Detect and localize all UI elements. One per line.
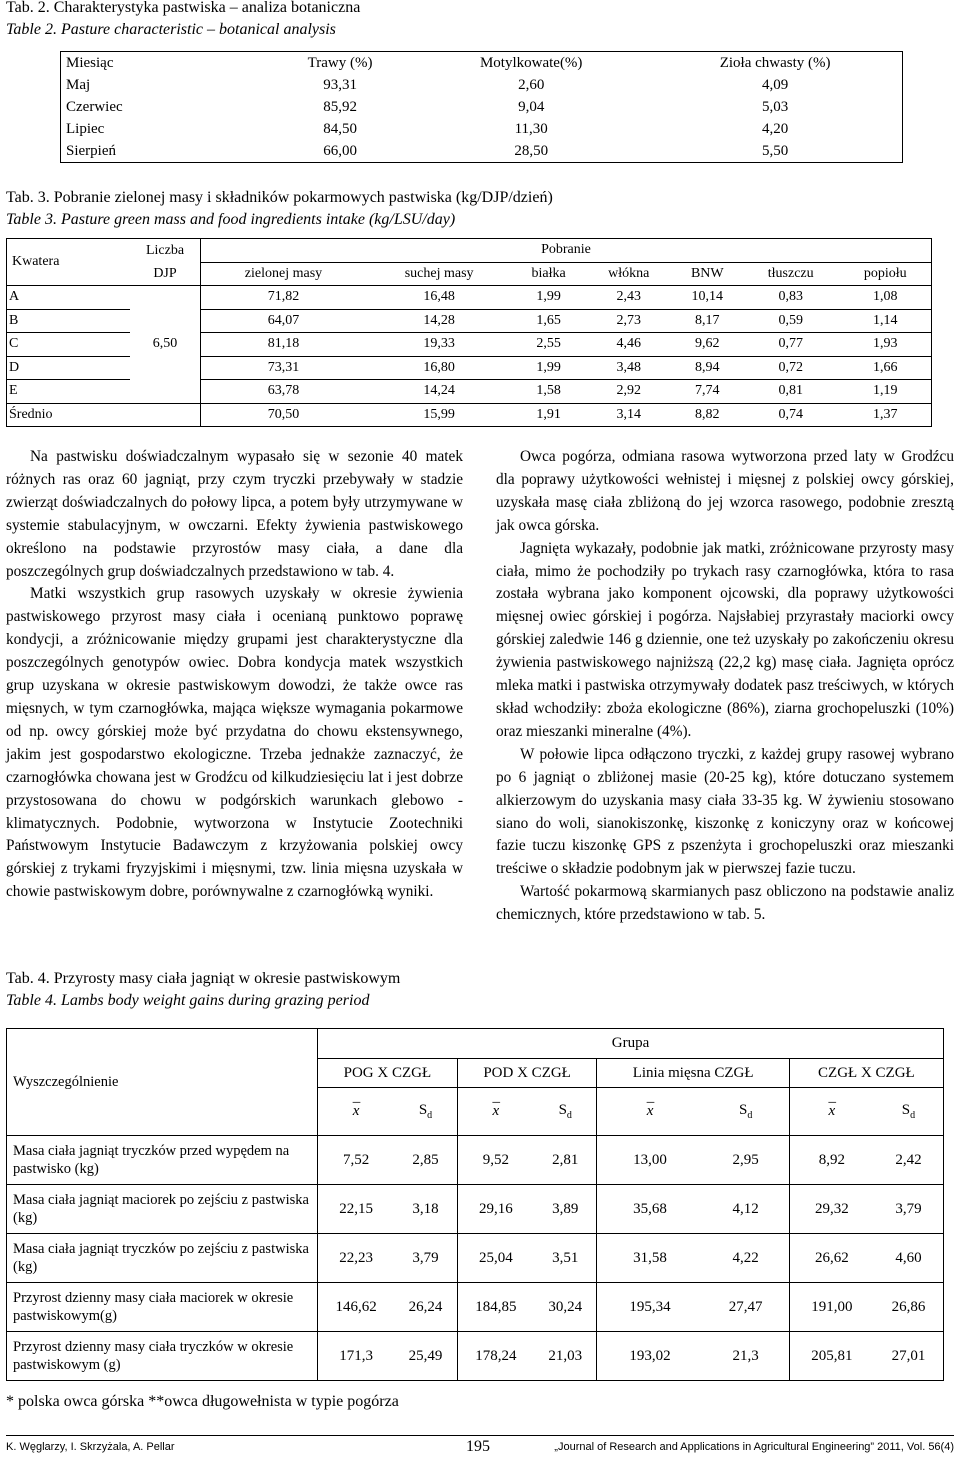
table-row (61, 118, 903, 140)
stat-sd (534, 1088, 597, 1136)
cell: 9,04 (518, 99, 545, 115)
footer-journal: „Journal of Research and Applications in Agricultural Engineering” 2011, Vol. 56(4) (554, 1441, 954, 1453)
cell: A (7, 286, 131, 310)
cell: 19,33 (366, 333, 512, 357)
cell: 31,58 (597, 1234, 703, 1283)
paragraph: Matki wszystkich grup rasowych uzyskały w okresie żywienia pastwiskowego przyrost masy ciała i ocenianą punktowo poprawę kondycji, a zróżnicowanie między grupami jest charakterystyczne dla poszczególnych genotypów owiec. Dobra kondycja matek wszystkich grup uzyskana w okresie pastwiskowym dowodzi, że także owce ras mięsnych, w tym czarnogłówka, mająca większe wymagania pokarmowe od np. owcy górskiej może być przydatna do chowu ekstensywnego, jakim jest gospodarstwo ekologiczne. Trzeba jednakże zaznaczyć, że czarnogłówka chowana jest w Grodźcu od kilkudziesięciu lat i jest dobrze przystosowana do chowu w podgórskich warunkach glebowo - klimatycznych. Podobnie, wytworzona w Instytucie Zootechniki Państwowym Instytucie Badawczym z krzyżowania polskiej owcy górskiej z trykami fryzyjskimi i mięsnymi, tzw. linia mięsna uzyskała w chowie pastwiskowym dobre, porównywalne z czarnogłówką wyniki. (6, 585, 463, 901)
cell: Lipiec (66, 121, 105, 137)
cell: 3,79 (874, 1185, 944, 1234)
cell: 0,77 (742, 333, 839, 357)
stat-sd (703, 1088, 790, 1136)
cell: 184,85 (457, 1283, 534, 1332)
cell: 27,01 (874, 1332, 944, 1381)
tab2-caption-pl: Tab. 2. Charakterystyka pastwiska – analiza botaniczna (6, 0, 361, 16)
cell: 1,14 (839, 309, 931, 333)
cell: 21,3 (703, 1332, 790, 1381)
x-bar-label: _ x (493, 1103, 500, 1120)
cell: 70,50 (201, 403, 366, 427)
subheader-cell: BNW (673, 262, 742, 286)
cell: 3,89 (534, 1185, 597, 1234)
cell: 8,92 (789, 1136, 874, 1185)
cell: 2,85 (394, 1136, 457, 1185)
cell: 2,95 (703, 1136, 790, 1185)
cell: 7,52 (318, 1136, 395, 1185)
cell: 1,91 (536, 406, 561, 422)
row-label: Masa ciała jagniąt tryczków po zejściu z pastwiska (kg) (7, 1234, 318, 1283)
cell: Maj (66, 77, 91, 93)
cell: 9,52 (457, 1136, 534, 1185)
stat-mean (318, 1088, 395, 1136)
cell: 8,82 (695, 406, 720, 422)
tab4-note: * polska owca górska **owca długowełnista w typie pogórza (6, 1393, 399, 1410)
stat-mean (789, 1088, 874, 1136)
header-wyszczegolnienie: Wyszczególnienie (7, 1029, 318, 1136)
cell: 193,02 (597, 1332, 703, 1381)
cell: 205,81 (789, 1332, 874, 1381)
cell: C (7, 333, 131, 357)
cell: 71,82 (201, 286, 366, 310)
cell: 1,99 (512, 286, 585, 310)
sd-label: S (558, 1102, 567, 1118)
cell: 15,99 (423, 406, 455, 422)
cell: 16,48 (366, 286, 512, 310)
paragraph: Wartość pokarmową skarmianych pasz obliczono na podstawie analiz chemicznych, które przedstawiono w tab. 5. (496, 883, 954, 924)
cell: 5,50 (762, 143, 789, 159)
row-label: Masa ciała jagniąt tryczków przed wypędem na pastwisko (kg) (7, 1136, 318, 1185)
cell: 29,16 (457, 1185, 534, 1234)
cell: 4,09 (762, 77, 789, 93)
subheader-cell: zielonej masy (201, 262, 366, 286)
cell: Czerwiec (66, 99, 123, 115)
header-pobranie: Pobranie (201, 239, 932, 263)
row-label: Przyrost dzienny masy ciała tryczków w okresie pastwiskowym (g) (7, 1332, 318, 1381)
cell: 14,24 (366, 380, 512, 404)
table-row (7, 1283, 944, 1332)
group-header: Linia mięsna CZGŁ (597, 1059, 789, 1088)
cell: 3,14 (616, 406, 642, 422)
cell: 3,79 (394, 1234, 457, 1283)
sd-sub: d (566, 1110, 572, 1121)
cell: 11,30 (514, 121, 548, 137)
cell: Sierpień (66, 143, 116, 159)
cell: 0,83 (742, 286, 839, 310)
tab4-caption-en: Table 4. Lambs body weight gains during grazing period (6, 992, 370, 1009)
sd-sub: d (427, 1110, 433, 1121)
cell: 3,51 (534, 1234, 597, 1283)
cell: 1,66 (839, 356, 931, 380)
cell: 27,47 (703, 1283, 790, 1332)
header-cell: Miesiąc (66, 55, 114, 71)
liczba-value: 6,50 (130, 286, 201, 404)
stat-sd (874, 1088, 944, 1136)
x-bar-label: _ x (647, 1103, 654, 1120)
cell: 16,80 (366, 356, 512, 380)
cell: 0,59 (742, 309, 839, 333)
cell: 21,03 (534, 1332, 597, 1381)
table-row (61, 96, 903, 118)
header-cell: Motylkowate(%) (479, 55, 583, 71)
cell: 2,60 (518, 77, 545, 93)
cell: 64,07 (201, 309, 366, 333)
header-cell: Trawy (%) (307, 55, 373, 71)
cell: 8,94 (673, 356, 742, 380)
cell: 2,73 (585, 309, 673, 333)
cell: 3,48 (585, 356, 673, 380)
cell: 0,72 (742, 356, 839, 380)
page-number: 195 (466, 1438, 490, 1455)
cell: 26,62 (789, 1234, 874, 1283)
header-kwatera: Kwatera (7, 239, 131, 286)
text-column-left (6, 446, 463, 904)
cell: 146,62 (318, 1283, 395, 1332)
cell: 2,92 (585, 380, 673, 404)
cell: 171,3 (318, 1332, 395, 1381)
footer-authors: K. Węglarzy, I. Skrzyżala, A. Pellar (6, 1441, 175, 1453)
sd-label: S (901, 1102, 911, 1118)
cell: 25,04 (457, 1234, 534, 1283)
cell: 195,34 (597, 1283, 703, 1332)
stat-mean (457, 1088, 534, 1136)
tab2-caption-en: Table 2. Pasture characteristic – botanical analysis (6, 21, 336, 38)
sd-sub: d (910, 1110, 916, 1121)
table-header-row (61, 52, 903, 75)
header-cell: Zioła chwasty (%) (719, 55, 831, 71)
cell: 9,62 (673, 333, 742, 357)
cell: 1,19 (839, 380, 931, 404)
cell: B (7, 309, 131, 333)
cell: 10,14 (673, 286, 742, 310)
text-column-right (496, 446, 954, 927)
header-grupa: Grupa (318, 1029, 944, 1059)
paragraph: Owca pogórza, odmiana rasowa wytworzona przed laty w Grodźcu dla poprawy użytkowości wełnistej i mięsnej z polskiej owcy górskiej, uzyskała masę ciała zbliżoną do jej wzorca rasowego, podobnie zresztą jak owca górska. (496, 448, 954, 534)
cell: 85,92 (323, 99, 357, 115)
cell: 0,81 (742, 380, 839, 404)
cell: 93,31 (323, 77, 357, 93)
table-row (7, 1332, 944, 1381)
subheader-cell: popiołu (839, 262, 931, 286)
cell: 35,68 (597, 1185, 703, 1234)
paragraph: W połowie lipca odłączono tryczki, z każdej grupy rasowej wybrano po 6 jagniąt o zbliżonej masie (20-25 kg), które dotuczano systemem alkierzowym do uzyskania masy ciała 33-35 kg. W żywieniu stosowano siano do woli, sianokiszonkę, kiszonkę z koniczyny oraz w końcowej fazie tuczu kiszonkę GPS z pszenżyta i grochopeluszki oraz mieszanki treściwe o składzie podobnym jak w pierwszej fazie tuczu. (496, 745, 954, 878)
cell: 4,60 (874, 1234, 944, 1283)
cell: 2,43 (585, 286, 673, 310)
cell: E (7, 380, 131, 404)
tab4-caption-pl: Tab. 4. Przyrosty masy ciała jagniąt w okresie pastwiskowym (6, 970, 401, 987)
cell: 191,00 (789, 1283, 874, 1332)
table-row (7, 1136, 944, 1185)
cell: 26,86 (874, 1283, 944, 1332)
x-bar-label: _ x (353, 1103, 360, 1120)
subheader-cell: włókna (585, 262, 673, 286)
table-row (7, 286, 932, 310)
tab2-table (60, 51, 903, 163)
cell: D (7, 356, 131, 380)
table-row (7, 403, 932, 427)
cell: 8,17 (673, 309, 742, 333)
cell: 5,03 (762, 99, 789, 115)
stat-sd (394, 1088, 457, 1136)
cell: 25,49 (394, 1332, 457, 1381)
table-row (61, 140, 903, 163)
subheader-cell: białka (512, 262, 585, 286)
paragraph: Jagnięta wykazały, podobnie jak matki, zróżnicowane przyrosty masy ciała, mimo że pochodziły po trykach rasy czarnogłówka, która to rasa została wybrana jako komponent ojcowski, dla poprawy użytkowości mięsnej owiec górskiej i pogórza. Najsłabiej przyrastały maciorki owcy górskiej zaledwie 146 g dziennie, one też uzyskały po zakończeniu okresu żywienia pastwiskowego najniższą (22,2 kg) masę ciała. Jagnięta oprócz mleka matki i pastwiska otrzymywały dodatek pasz treściwych, w których skład wchodziły: zboża ekologiczne (86%), ziarna grochopeluszki (10%) oraz mieszanki mineralne (4%). (496, 539, 954, 740)
cell: 178,24 (457, 1332, 534, 1381)
table-row (61, 74, 903, 96)
subheader-cell: suchej masy (366, 262, 512, 286)
cell: 30,24 (534, 1283, 597, 1332)
group-header: POD X CZGŁ (457, 1059, 597, 1088)
cell: 22,23 (318, 1234, 395, 1283)
tab4-table (6, 1028, 944, 1381)
tab3-caption-pl: Tab. 3. Pobranie zielonej masy i składników pokarmowych pastwiska (kg/DJP/dzień) (6, 189, 553, 206)
cell: 2,42 (874, 1136, 944, 1185)
cell: 2,81 (534, 1136, 597, 1185)
tab3-table (6, 238, 932, 427)
cell: 2,55 (512, 333, 585, 357)
table-row (7, 1185, 944, 1234)
row-label: Masa ciała jagniąt maciorek po zejściu z pastwiska (kg) (7, 1185, 318, 1234)
cell: 1,37 (872, 406, 898, 422)
sd-sub: d (747, 1110, 753, 1121)
tab3-caption-en: Table 3. Pasture green mass and food ingredients intake (kg/LSU/day) (6, 211, 456, 228)
cell: 1,93 (839, 333, 931, 357)
x-bar-label: _ x (829, 1103, 836, 1120)
cell: 4,12 (703, 1185, 790, 1234)
cell: 4,20 (762, 121, 789, 137)
cell: 13,00 (597, 1136, 703, 1185)
cell: 1,65 (512, 309, 585, 333)
cell: 73,31 (201, 356, 366, 380)
cell: 4,46 (585, 333, 673, 357)
cell: 0,74 (778, 406, 803, 422)
sd-label: S (418, 1102, 428, 1118)
footer-rule (6, 1435, 954, 1436)
cell: 81,18 (201, 333, 366, 357)
cell: 1,08 (839, 286, 931, 310)
table-row (7, 1234, 944, 1283)
cell: 7,74 (673, 380, 742, 404)
cell: Średnio (9, 406, 53, 422)
cell: 63,78 (201, 380, 366, 404)
cell: 1,99 (512, 356, 585, 380)
row-label: Przyrost dzienny masy ciała maciorek w okresie pastwiskowym(g) (7, 1283, 318, 1332)
paragraph: Na pastwisku doświadczalnym wypasało się w sezonie 40 matek różnych ras oraz 60 jagniąt, przy czym tryczki przebywały w stadzie zwierząt doświadczalnych do połowy lipca, a potem były utrzymywane w systemie stabulacyjnym, w owczarni. Efekty żywienia pastwiskowego określono na podstawie przyrostów masy ciała, a dane dla poszczególnych grup doświadczalnych przedstawiono w tab. 4. (6, 448, 463, 580)
stat-mean (597, 1088, 703, 1136)
subheader-cell: tłuszczu (742, 262, 839, 286)
header-liczba: Liczba (145, 242, 185, 258)
group-header: POG X CZGŁ (318, 1059, 458, 1088)
sd-label: S (739, 1102, 748, 1118)
cell: 84,50 (323, 121, 357, 137)
header-djp: DJP (130, 262, 201, 286)
cell: 1,58 (512, 380, 585, 404)
cell: 29,32 (789, 1185, 874, 1234)
cell: 66,00 (323, 143, 357, 159)
cell: 3,18 (394, 1185, 457, 1234)
cell: 22,15 (318, 1185, 395, 1234)
cell: 28,50 (514, 143, 549, 159)
cell: 4,22 (703, 1234, 790, 1283)
cell: 14,28 (366, 309, 512, 333)
cell: 26,24 (394, 1283, 457, 1332)
group-header: CZGŁ X CZGŁ (789, 1059, 943, 1088)
